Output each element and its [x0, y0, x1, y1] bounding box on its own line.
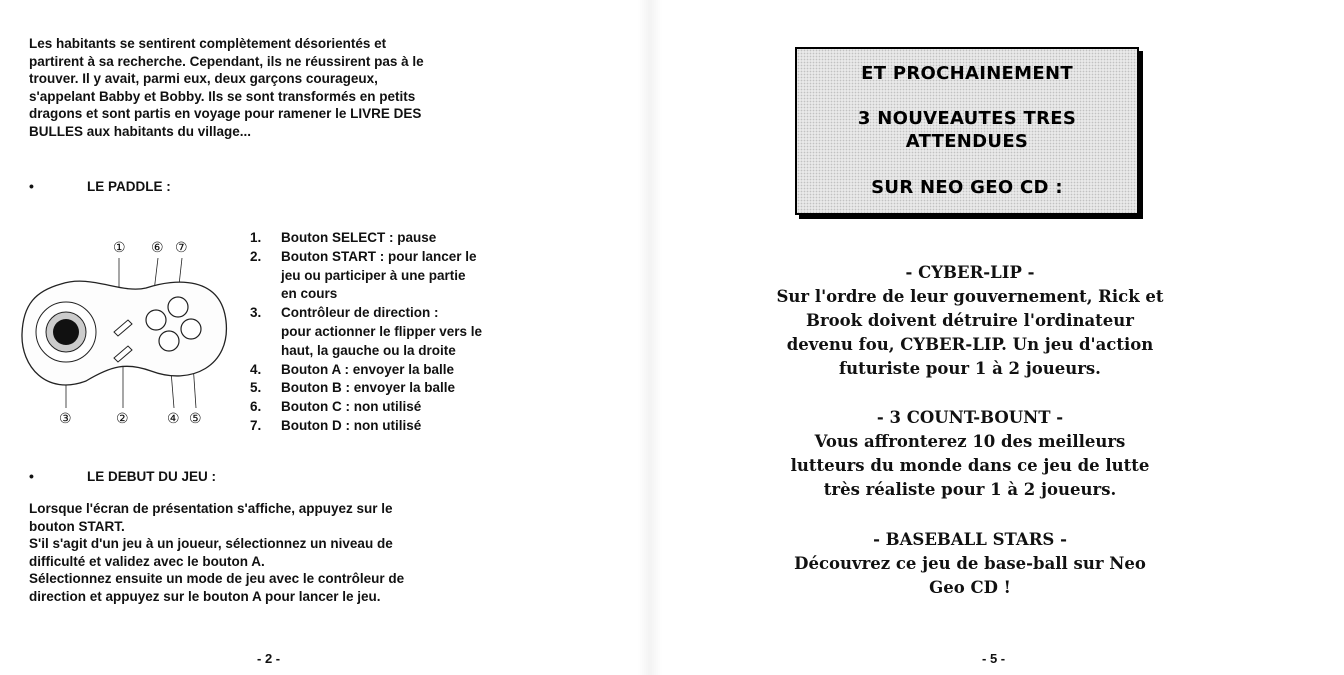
gamepad-icon: [16, 236, 246, 436]
item-text: pour actionner le flipper vers le: [281, 323, 483, 339]
callout-1: ①: [113, 239, 126, 255]
callout-7: ⑦: [175, 239, 188, 255]
game-line: Découvrez ce jeu de base-ball sur Neo: [794, 554, 1146, 573]
item-number: 2.: [250, 248, 262, 264]
promo-box: [795, 47, 1139, 215]
intro-line: BULLES aux habitants du village...: [29, 123, 252, 139]
callout-5: ⑤: [189, 410, 202, 426]
bullet-icon: •: [29, 468, 34, 484]
button-item: [250, 379, 525, 398]
callout-4: ④: [167, 410, 180, 426]
game-title: - BASEBALL STARS -: [873, 530, 1067, 549]
item-number: 3.: [250, 305, 262, 321]
intro-line: partirent à sa recherche. Cependant, ils ne réussirent pas à le: [29, 53, 424, 69]
page-number-right: - 5 -: [982, 651, 1006, 666]
promo-line: SUR NEO GEO CD :: [871, 177, 1063, 198]
game-line: Geo CD !: [929, 578, 1011, 597]
item-text: haut, la gauche ou la droite: [281, 342, 456, 358]
game-title: - CYBER-LIP -: [905, 263, 1035, 282]
game-line: Vous affronterez 10 des meilleurs: [814, 432, 1126, 451]
callout-6: ⑥: [151, 239, 164, 255]
game-title: - 3 COUNT-BOUNT -: [876, 408, 1064, 427]
item-text: en cours: [281, 286, 338, 302]
item-number: 5.: [250, 380, 262, 396]
game-line: futuriste pour 1 à 2 joueurs.: [839, 359, 1101, 378]
callout-3: ③: [59, 410, 72, 426]
promo-line: 3 NOUVEAUTES TRES: [857, 108, 1077, 129]
item-text: jeu ou participer à une partie: [281, 267, 466, 283]
debut-heading: [29, 468, 216, 484]
page-number-left: - 2 -: [257, 651, 281, 666]
paddle-heading-text: LE PADDLE :: [87, 179, 171, 194]
game-line: Sur l'ordre de leur gouvernement, Rick et: [776, 287, 1164, 306]
debut-line: bouton START.: [29, 518, 125, 534]
button-item: [250, 398, 525, 417]
item-number: 6.: [250, 399, 262, 415]
debut-line: difficulté et validez avec le bouton A.: [29, 553, 265, 569]
item-number: 7.: [250, 417, 262, 433]
button-list: [250, 229, 525, 436]
right-page: [660, 0, 1344, 675]
game-cyber-lip: [760, 261, 1180, 381]
intro-line: dragons et sont partis en voyage pour ramener le LIVRE DES: [29, 106, 422, 121]
debut-heading-text: LE DEBUT DU JEU :: [87, 469, 217, 484]
paddle-diagram: [16, 236, 246, 436]
paddle-heading: [29, 178, 171, 194]
game-baseball-stars: [760, 528, 1180, 600]
item-number: 4.: [250, 361, 262, 377]
left-page: [0, 0, 640, 675]
game-line: Brook doivent détruire l'ordinateur: [806, 311, 1134, 330]
button-item: [250, 417, 525, 436]
item-text: Bouton START : pour lancer le: [281, 248, 477, 264]
item-number: 1.: [250, 230, 262, 245]
callout-2: ②: [116, 410, 129, 426]
button-item: [250, 229, 525, 248]
item-text: Bouton B : envoyer la balle: [281, 380, 456, 396]
button-item: [250, 361, 525, 380]
debut-line: Sélectionnez ensuite un mode de jeu avec le contrôleur de: [29, 571, 405, 586]
bullet-icon: •: [29, 178, 34, 194]
game-line: très réaliste pour 1 à 2 joueurs.: [823, 480, 1117, 499]
game-3-count-bount: [760, 406, 1180, 502]
item-text: Bouton C : non utilisé: [281, 399, 422, 415]
promo-line: ET PROCHAINEMENT: [861, 63, 1073, 84]
page-gutter: [638, 0, 662, 675]
item-text: Contrôleur de direction :: [281, 305, 439, 321]
intro-line: Les habitants se sentirent complètement désorientés et: [29, 36, 387, 51]
button-item: [250, 304, 525, 360]
game-line: lutteurs du monde dans ce jeu de lutte: [790, 456, 1150, 475]
debut-line: direction et appuyez sur le bouton A pour lancer le jeu.: [29, 588, 381, 604]
intro-line: s'appelant Babby et Bobby. Ils se sont transformés en petits: [29, 88, 416, 104]
intro-paragraph: [29, 35, 523, 140]
item-text: Bouton D : non utilisé: [281, 417, 422, 433]
button-item: [250, 248, 525, 304]
promo-line: ATTENDUES: [905, 131, 1029, 152]
item-text: Bouton A : envoyer la balle: [281, 361, 455, 377]
game-line: devenu fou, CYBER-LIP. Un jeu d'action: [786, 335, 1154, 354]
item-text: Bouton SELECT : pause: [281, 230, 437, 245]
debut-paragraph: [29, 500, 523, 605]
debut-line: S'il s'agit d'un jeu à un joueur, sélectionnez un niveau de: [29, 536, 393, 551]
intro-line: trouver. Il y avait, parmi eux, deux garçons courageux,: [29, 71, 378, 86]
debut-line: Lorsque l'écran de présentation s'affiche, appuyez sur le: [29, 501, 393, 516]
